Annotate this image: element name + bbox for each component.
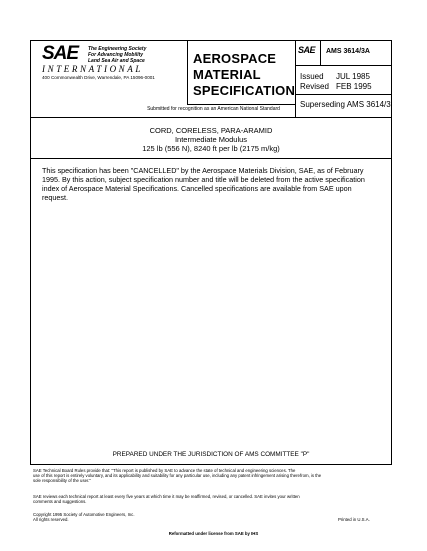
cancellation-notice [42, 166, 388, 202]
title-bottom-rule [187, 104, 295, 105]
mini-sae-logo: SAE [298, 45, 316, 55]
footer-line: use of this report is entirely voluntary, and its applicability and suitability for any particular use, including any patent infringement arising therefrom, is the [33, 473, 322, 478]
body-line: index of Aerospace Material Specifications. Cancelled specifications are available from SAE upon [42, 184, 352, 193]
revised-date: FEB 1995 [336, 82, 372, 91]
footer-copyright [33, 512, 135, 522]
copyright-line: All rights reserved. [33, 517, 69, 522]
subject-line-2: Intermediate Modulus [174, 135, 248, 144]
superseding-note: Superseding AMS 3614/3 [300, 100, 391, 109]
header-title-divider [187, 40, 188, 104]
subject-bottom-rule [30, 158, 392, 159]
body-line: This specification has been "CANCELLED" by the Aerospace Materials Division, SAE, as of February [42, 166, 364, 175]
doc-number-rule [295, 65, 392, 66]
issued-date: JUL 1985 [336, 72, 370, 81]
sae-tagline [88, 46, 146, 64]
issued-label: Issued [300, 72, 324, 81]
dates-rule [295, 94, 392, 95]
footer-line: SAE reviews each technical report at least every five years at which time it may be reaffirmed, revised, or cancelled. SAE invites your written [33, 494, 300, 499]
sae-address: 400 Commonwealth Drive, Warrendale, PA 15096-0001 [42, 75, 155, 80]
revised-label: Revised [300, 82, 329, 91]
subject-line-1: CORD, CORELESS, PARA-ARAMID [149, 126, 273, 135]
sae-logo-text: SAE [42, 43, 79, 64]
tagline-line: Land Sea Air and Space [88, 58, 145, 64]
license-note: Reformatted under license from SAE by IHS [168, 531, 259, 536]
title-line: MATERIAL [193, 67, 261, 82]
body-line: request. [42, 193, 68, 202]
printed-in: Printed in U.S.A. [338, 517, 370, 522]
doc-number: AMS 3614/3A [326, 48, 370, 55]
mini-logo-divider [320, 40, 321, 65]
document-title [193, 51, 295, 99]
tagline-line: The Engineering Society [88, 46, 147, 52]
footer-line: comments and suggestions. [33, 499, 87, 504]
footer-review-note [33, 494, 391, 504]
body-line: 1995. By this action, subject specification number and title will be deleted from the active specification [42, 175, 365, 184]
title-line: SPECIFICATION [193, 83, 296, 98]
ansi-submission-note: Submitted for recognition as an American National Standard [147, 106, 280, 112]
title-line: AEROSPACE [193, 51, 277, 66]
subject-block [30, 126, 392, 153]
footer-line: sole responsibility of the user." [33, 478, 91, 483]
tagline-line: For Advancing Mobility [88, 52, 144, 58]
jurisdiction-line: PREPARED UNDER THE JURISDICTION OF AMS COMMITTEE "P" [112, 451, 310, 458]
sae-logo [42, 44, 78, 64]
header-bottom-rule [30, 117, 392, 118]
copyright-line: Copyright 1995 Society of Automotive Engineers, Inc. [33, 512, 135, 517]
subject-line-3: 125 lb (556 N), 8240 ft per lb (2175 m/kg) [142, 144, 280, 153]
footer-disclaimer [33, 468, 391, 483]
footer-line: SAE Technical Board Rules provide that: "This report is published by SAE to advance the state of technical and engineering sciences. The [33, 468, 296, 473]
international-wordmark: INTERNATIONAL [42, 64, 143, 74]
